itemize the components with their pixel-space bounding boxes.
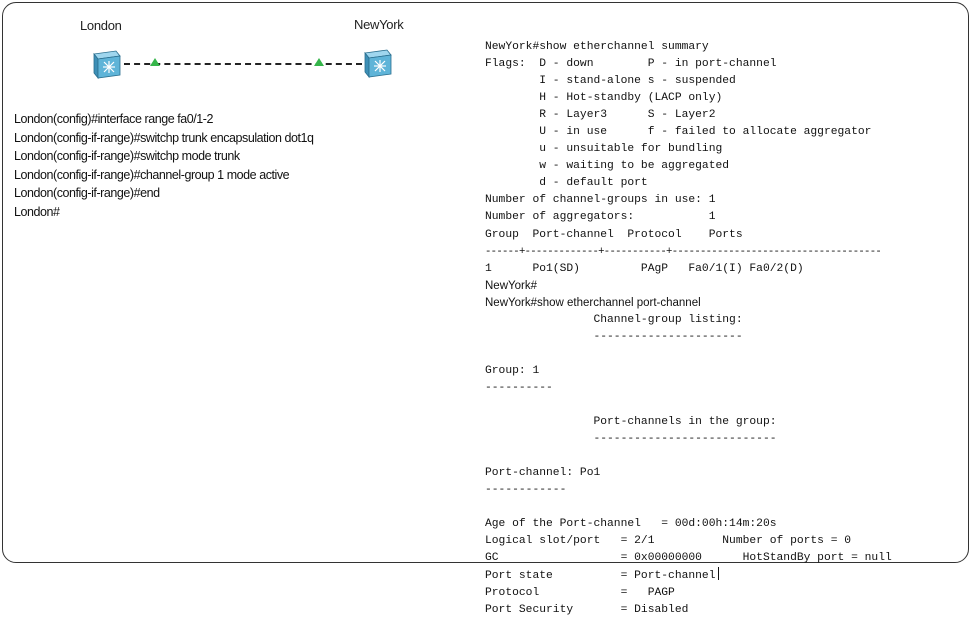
cli-line — [485, 397, 892, 414]
cli-line: --------------------------- — [485, 433, 777, 446]
cli-line: London(config)#interface range fa0/1-2 — [14, 112, 214, 126]
newyork-switch-label: NewYork — [354, 17, 404, 32]
london-cli-output — [14, 110, 314, 222]
cli-line: Group Port-channel Protocol Ports — [485, 228, 743, 241]
multilayer-switch-icon — [361, 47, 393, 79]
cli-line: Port-channels in the group: — [485, 416, 777, 429]
cli-line: Group: 1 — [485, 364, 540, 377]
cli-line: d - default port — [485, 177, 648, 190]
cli-line: Port state = Port-channel — [485, 570, 716, 583]
newyork-cli-output — [485, 39, 892, 619]
cli-line — [485, 499, 892, 516]
cli-line: Port-channel: Po1 — [485, 467, 601, 480]
cli-line: Flags: D - down P - in port-channel — [485, 58, 777, 71]
cli-line: I - stand-alone s - suspended — [485, 75, 736, 88]
cli-line: Number of aggregators: 1 — [485, 211, 716, 224]
cli-line: Age of the Port-channel = 00d:00h:14m:20s — [485, 518, 777, 531]
link-up-indicator-icon — [150, 58, 160, 66]
cli-prompt: NewYork# — [485, 279, 537, 292]
cli-line: London(config-if-range)#end — [14, 186, 160, 201]
cli-line: R - Layer3 S - Layer2 — [485, 109, 716, 122]
text-cursor — [718, 567, 719, 580]
table-separator: ------+-------------+-----------+------------------------------------- — [485, 245, 882, 258]
cli-line: London# — [14, 204, 60, 219]
cli-command: NewYork#show etherchannel port-channel — [485, 296, 701, 309]
link-up-indicator-icon — [314, 58, 324, 66]
multilayer-switch-icon — [90, 48, 122, 80]
cli-line: Channel-group listing: — [485, 313, 743, 326]
cli-line: GC = 0x00000000 HotStandBy port = null — [485, 552, 892, 565]
cli-line: ---------- — [485, 381, 553, 394]
cli-line: London(config-if-range)#channel-group 1 mode active — [14, 167, 290, 182]
cli-line: NewYork#show etherchannel summary — [485, 41, 709, 53]
port-state-line — [485, 567, 892, 584]
cli-line — [485, 346, 892, 363]
cli-line: U - in use f - failed to allocate aggregator — [485, 126, 872, 139]
cli-line: u - unsuitable for bundling — [485, 143, 723, 156]
cli-line: Number of channel-groups in use: 1 — [485, 194, 716, 207]
cli-line: ------------ — [485, 484, 567, 497]
cli-line: ---------------------- — [485, 330, 743, 343]
cli-line: w - waiting to be aggregated — [485, 160, 730, 173]
cli-line: Logical slot/port = 2/1 Number of ports = 0 — [485, 535, 852, 548]
cli-line: Port Security = Disabled — [485, 603, 689, 616]
cli-line: Protocol = PAGP — [485, 586, 675, 599]
cli-line — [485, 448, 892, 465]
cli-line: H - Hot-standby (LACP only) — [485, 92, 723, 105]
london-switch-label: London — [80, 18, 122, 33]
cli-line: London(config-if-range)#switchp trunk encapsulation dot1q — [14, 130, 314, 145]
cli-line: London(config-if-range)#switchp mode trunk — [14, 149, 240, 164]
etherchannel-group-row: 1 Po1(SD) PAgP Fa0/1(I) Fa0/2(D) — [485, 262, 804, 275]
